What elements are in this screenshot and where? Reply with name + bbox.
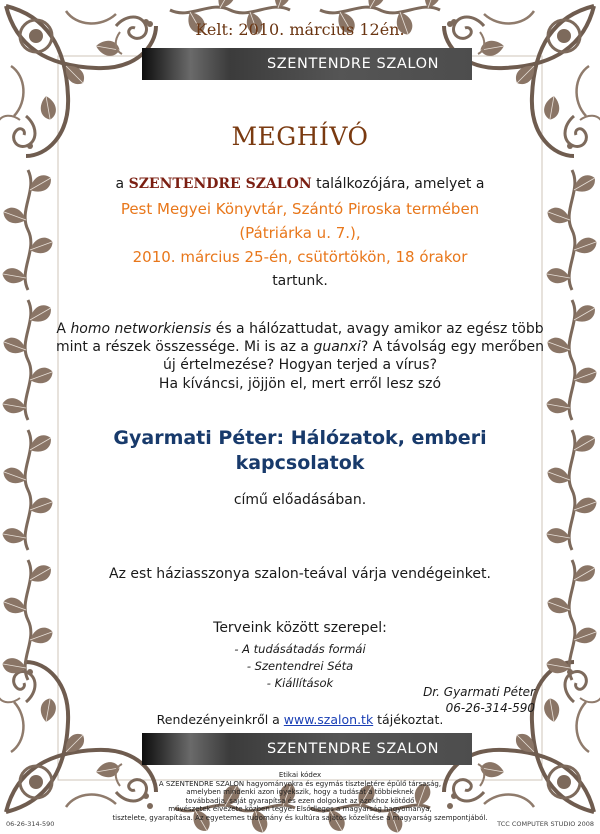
website-link[interactable]: www.szalon.tk: [283, 712, 374, 727]
intro-org: SZENTENDRE SZALON: [128, 176, 312, 192]
venue-line-2: (Pátriárka u. 7.),: [239, 224, 361, 242]
bottom-banner: [142, 733, 472, 765]
lecture-title-line-1: Gyarmati Péter: Hálózatok, emberi: [113, 427, 487, 449]
plans-heading: Terveink között szerepel:: [213, 620, 387, 636]
ethics-line: tisztelete, gyarapítása. Az egyetemes tudomány és kultúra sajátos közelítése a magyarság szempontjából.: [112, 813, 488, 822]
intro-line: [0, 176, 600, 192]
teaser-line-2: mint a részek összessége. Mi is az a guanxi? A távolság egy merőben: [56, 339, 544, 355]
ethics-line: művészetek élvezete közben tegye. Elsődleges a magyarság hagyománya,: [168, 805, 432, 814]
teaser-line-3: új értelmezése? Hogyan terjed a vírus?: [163, 357, 437, 373]
signature-phone: 06-26-314-590: [445, 701, 535, 715]
venue-line-1: Pest Megyei Könyvtár, Szántó Piroska termében: [120, 200, 480, 218]
ethics-title: Etikai kódex: [278, 771, 322, 779]
footer-right-credit: TCC COMPUTER STUDIO 2008: [497, 820, 594, 828]
left-vine-ornament: [1, 170, 55, 680]
plans-item: - A tudásátadás formái: [234, 642, 366, 656]
signature-name: Dr. Gyarmati Péter: [423, 685, 535, 699]
teaser-line-4: Ha kíváncsi, jöjjön el, mert erről lesz szó: [158, 376, 442, 392]
teaser-em-homo: homo networkiensis: [70, 321, 212, 337]
footer-left-phone: 06-26-314-590: [6, 820, 55, 828]
ethics-line: A SZENTENDRE SZALON hagyományokra és egymás tiszteletére épülő társaság,: [158, 779, 442, 788]
top-banner: [142, 48, 472, 80]
intro-suffix: találkozójára, amelyet a: [311, 176, 485, 192]
lecture-title: [0, 426, 600, 476]
teaser-paragraph: [40, 320, 560, 374]
ethics-line: amelyben mindenki azon igyekszik, hogy a tudását a többieknek: [186, 788, 414, 797]
teaser-line-1: A homo networkiensis és a hálózattudat, avagy amikor az egész több: [56, 321, 544, 337]
intro-closing: tartunk.: [272, 273, 328, 289]
bottom-banner-text: SZENTENDRE SZALON: [266, 741, 440, 757]
handshake-image: [142, 48, 230, 80]
plans-item: - Kiállítások: [266, 676, 334, 690]
top-banner-text: SZENTENDRE SZALON: [266, 56, 440, 72]
lecture-title-line-2: kapcsolatok: [235, 452, 365, 474]
hostess-line: Az est háziasszonya szalon-teával várja vendégeinket.: [109, 566, 491, 582]
teaser-em-guanxi: guanxi: [313, 339, 361, 355]
date-line: Kelt: 2010. március 12én.: [195, 20, 405, 39]
right-vine-ornament: [545, 170, 599, 680]
ethics-line: továbbadja, saját gyarapítsa és ezen dolgokat az azokhoz kötődő: [185, 796, 415, 805]
ethics-code: [100, 771, 500, 823]
info-line: Rendezényeinkről a www.szalon.tk tájékoztat.: [156, 712, 444, 727]
lecture-subtitle: című előadásában.: [233, 492, 367, 508]
handshake-image-bottom: [142, 733, 230, 765]
plans-item: - Szentendrei Séta: [246, 659, 354, 673]
page-title: MEGHÍVÓ: [231, 122, 369, 151]
event-datetime: 2010. március 25-én, csütörtökön, 18 órakor: [132, 248, 468, 266]
intro-prefix: a: [115, 176, 129, 192]
